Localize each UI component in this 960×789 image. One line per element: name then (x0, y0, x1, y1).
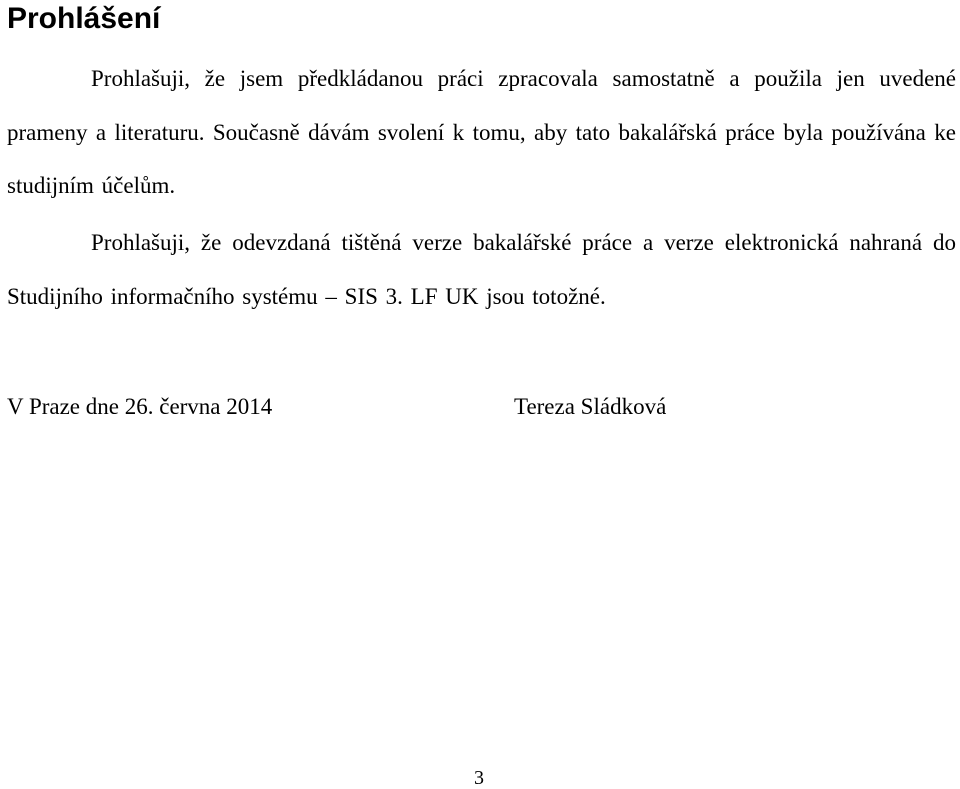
page-number: 3 (474, 767, 484, 789)
author-name: Tereza Sládková (514, 394, 667, 419)
page-title: Prohlášení (7, 2, 161, 35)
declaration-paragraph-originality: Prohlašuji, že jsem předkládanou práci zpracovala samostatně a použila jen uvedené prameny a literaturu. Současně dávám svolení k tomu, aby tato bakalářská práce byla používána ke studijním účelům. (7, 66, 956, 198)
declaration-paragraph-versions: Prohlašuji, že odevzdaná tištěná verze bakalářské práce a verze elektronická nahraná do Studijního informačního systému – SIS 3. LF UK jsou totožné. (7, 230, 956, 309)
place-and-date: V Praze dne 26. června 2014 (7, 394, 273, 419)
